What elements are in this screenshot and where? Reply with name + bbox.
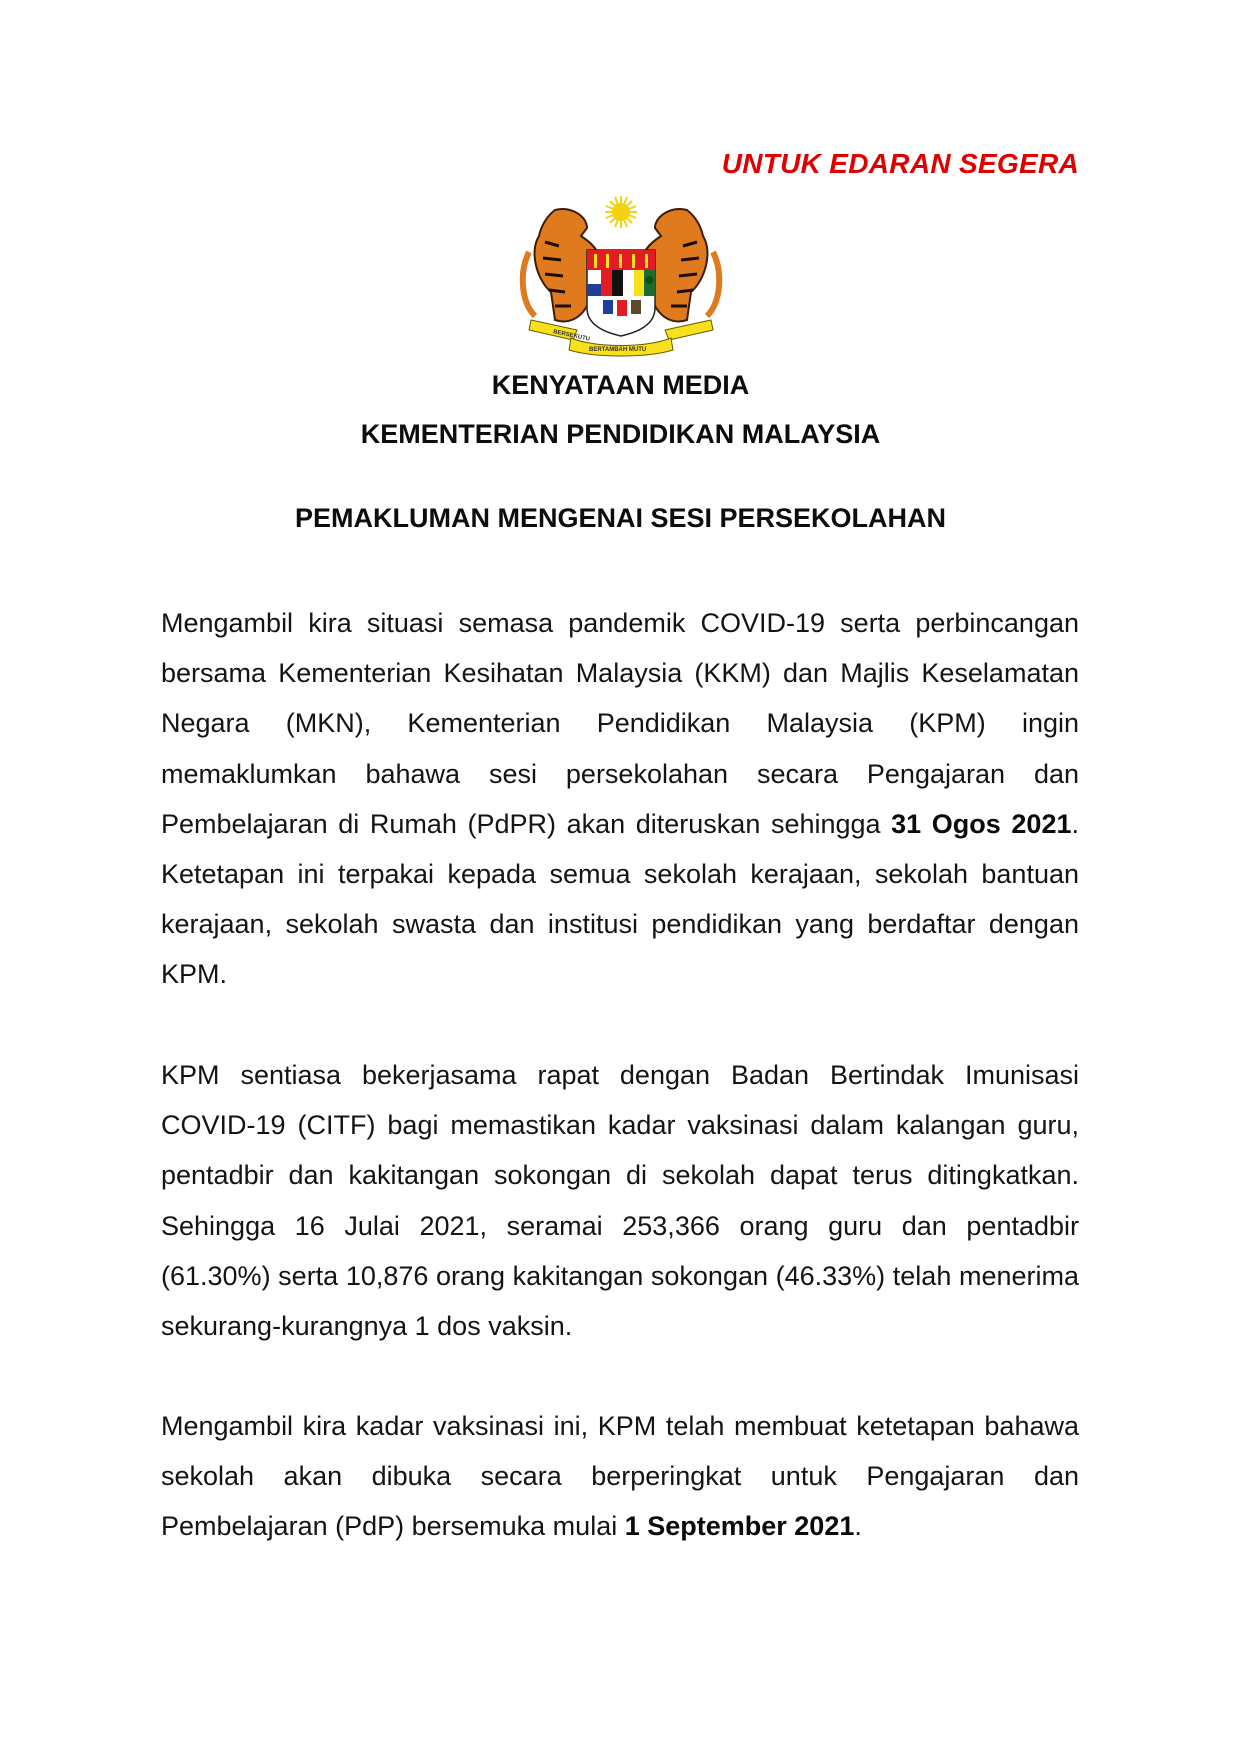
svg-text:BERTAMBAH MUTU: BERTAMBAH MUTU xyxy=(589,347,647,353)
paragraph-pdpr-extension xyxy=(161,598,1079,1000)
media-statement-heading: KENYATAAN MEDIA xyxy=(491,370,750,400)
svg-text:BERSEKUTU: BERSEKUTU xyxy=(552,329,591,343)
statement-title: PEMAKLUMAN MENGENAI SESI PERSEKOLAHAN xyxy=(294,503,947,533)
paragraph-text: . Ketetapan ini terpakai kepada semua sekolah kerajaan, sekolah bantuan kerajaan, sekolah swasta dan institusi pendidikan yang berdaftar dengan KPM. xyxy=(161,808,1079,990)
malaysia-coat-of-arms-icon xyxy=(515,192,727,362)
ministry-name-heading: KEMENTERIAN PENDIDIKAN MALAYSIA xyxy=(360,419,881,449)
school-reopening-date: 1 September 2021 xyxy=(624,1511,855,1542)
urgent-release-banner: UNTUK EDARAN SEGERA xyxy=(721,148,1079,179)
paragraph-text: Mengambil kira situasi semasa pandemik COVID-19 serta perbincangan bersama Kementerian Kesihatan Malaysia (KKM) dan Majlis Keselamatan Negara (MKN), Kementerian Pendidikan Malaysia (KPM) ingin memaklumkan bahawa sesi persekolahan secara Pengajaran dan Pembelajaran di Rumah (PdPR) akan diteruskan sehingga xyxy=(161,608,1079,839)
paragraph-vaccination-status: KPM sentiasa bekerjasama rapat dengan Badan Bertindak Imunisasi COVID-19 (CITF) bagi memastikan kadar vaksinasi dalam kalangan guru, pentadbir dan kakitangan sokongan di sekolah dapat terus ditingkatkan. Sehingga 16 Julai 2021, seramai 253,366 orang guru dan pentadbir (61.30%) serta 10,876 orang kakitangan sokongan (46.33%) telah menerima sekurang-kurangnya 1 dos vaksin. xyxy=(161,1060,1079,1342)
paragraph-school-reopening xyxy=(161,1401,1079,1552)
pdpr-end-date: 31 Ogos 2021 xyxy=(891,808,1072,839)
paragraph-text: Mengambil kira kadar vaksinasi ini, KPM telah membuat ketetapan bahawa sekolah akan dibuka secara berperingkat untuk Pengajaran dan Pembelajaran (PdP) bersemuka mulai xyxy=(161,1411,1079,1542)
paragraph-text: . xyxy=(854,1511,862,1542)
